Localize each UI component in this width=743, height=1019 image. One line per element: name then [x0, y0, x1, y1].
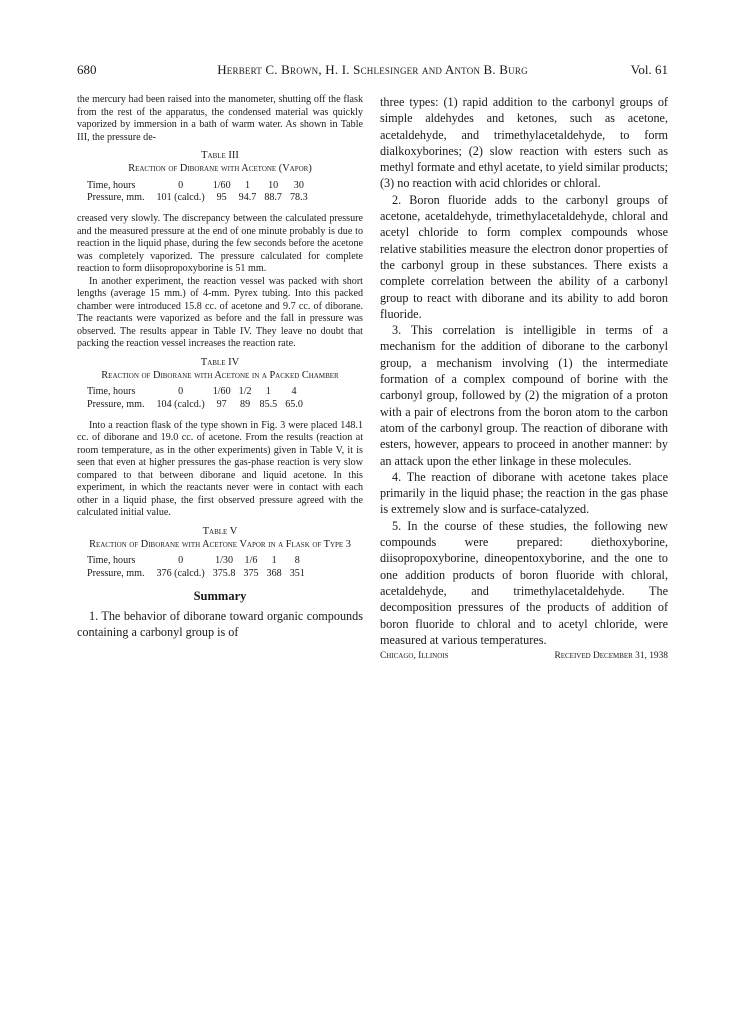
paragraph: Into a reaction flask of the type shown in Fig. 3 were placed 148.1 cc. of diborane and 19.0 cc. of acetone. From the results (reaction at room temperature, as in the other experiments) given in Table V, it is seen that even at higher pressures the gas-phase reaction is very slow compared to that between diborane and liquid acetone. In this experiment, in which the reactants never were in contact with each other in a liquid phase, the first observed pressure agreed with the calculated initial value. [77, 419, 363, 519]
summary-point-4: 4. The reaction of diborane with acetone takes place primarily in the liquid phase; the reaction in the gas phase is extremely slow and is surface-catalyzed. [380, 469, 668, 517]
table-cell: 1/2 [238, 386, 252, 398]
volume-label: Vol. 61 [630, 62, 668, 77]
running-authors: Herbert C. Brown, H. I. Schlesinger and Anton B. Burg [217, 62, 528, 77]
table-row [87, 555, 309, 568]
table-row [87, 386, 307, 399]
table-cell: 94.7 [238, 192, 257, 204]
row-label: Time, hours [87, 555, 136, 567]
table-cell: 78.3 [289, 192, 308, 204]
table-cell: 104 (calcd.) [156, 398, 205, 410]
table-row [87, 180, 312, 193]
table-caption: Reaction of Diborane with Acetone (Vapor) [128, 163, 312, 174]
table-label: Table V [202, 525, 238, 537]
page-number: 680 [77, 62, 97, 77]
table-row [87, 399, 307, 412]
table-label: Table III [201, 150, 239, 161]
right-column [380, 94, 668, 661]
table-cell: 1 [244, 179, 250, 191]
table-cell: 8 [294, 555, 300, 567]
table-cell: 1 [271, 555, 277, 567]
summary-point-5: 5. In the course of these studies, the following new compounds were prepared: diethoxyborine, diisopropoxyborine, dineopentoxyborine, and the one to one addition products of boron fluoride with chloral, acetaldehyde, and trimethylacetaldehyde. The decomposition pressures of the products of addition of boron fluoride to chloral and to acetyl chloride, were measured at various temperatures. [380, 518, 668, 647]
table-cell: 95 [216, 192, 227, 204]
table-cell: 1/6 [244, 555, 258, 567]
table-cell: 0 [178, 386, 184, 398]
table-cell: 1/30 [215, 555, 234, 567]
table-cell: 375 [243, 567, 259, 579]
table-cell: 101 (calcd.) [156, 192, 205, 204]
data-table [87, 555, 309, 581]
table-cell: 1 [265, 386, 271, 398]
table-caption: Reaction of Diborane with Acetone Vapor in a Flask of Type 3 [89, 538, 351, 550]
table-cell: 10 [268, 179, 279, 191]
table-cell: 351 [289, 567, 305, 579]
paragraph: the mercury had been raised into the manometer, shutting off the flask from the rest of the apparatus, the condensed material was quickly vaporized by immersion in a bath of warm water. As shown in Table III, the pressure de- [77, 94, 363, 143]
table-cell: 375.8 [212, 567, 236, 579]
summary-point-2: 2. Boron fluoride adds to the carbonyl groups of acetone, acetaldehyde, trimethylacetaldehyde, chloral and acetyl chloride to form complex compounds whose relative stabilities measure the electron donor properties of the carbonyl group in these substances. There exists a complete correlation between the ability of a carbonyl group to react with diborane and its ability to add boron fluoride. [380, 192, 668, 321]
paragraph: In another experiment, the reaction vessel was packed with short lengths (average 15 mm.) of 4-mm. Pyrex tubing. Into this packed chamber were introduced 15.8 cc. of acetone and 9.7 cc. of diborane. The reactants were vaporized as before and the fall in pressure was observed. The results appear in Table IV. They leave no doubt that packing the reaction vessel increases the reaction rate. [77, 275, 363, 350]
row-label: Pressure, mm. [87, 567, 145, 579]
table-cell: 368 [266, 567, 282, 579]
table-label: Table IV [200, 356, 240, 368]
row-label: Time, hours [87, 179, 136, 191]
row-label: Time, hours [87, 386, 136, 398]
data-table [87, 180, 312, 206]
table-4 [77, 357, 363, 412]
row-label: Pressure, mm. [87, 398, 145, 410]
table-cell: 30 [293, 179, 304, 191]
paragraph: creased very slowly. The discrepancy between the calculated pressure and the measured pressure at the end of one minute probably is due to reaction in the liquid phase, during the few seconds before the acetone was completely vaporized. The pressure calculated for complete reaction to form diisopropoxyborine is 51 mm. [77, 213, 363, 275]
location: Chicago, Illinois [380, 651, 449, 662]
table-row [87, 192, 312, 205]
summary-point-3: 3. This correlation is intelligible in terms of a mechanism for the addition of diborane to the carbonyl group, a mechanism involving (1) the intermediate formation of a complex compound of borine with the carbonyl group, followed by (2) the migration of a proton with a pair of electrons from the boron atom to the carbon atom of the carbonyl group. The reaction of diborane with esters, however, appears to proceed in another manner: by an attack upon the ether linkage in these molecules. [380, 323, 668, 468]
table-3 [77, 150, 363, 205]
table-cell: 65.0 [285, 398, 303, 410]
table-cell: 1/60 [212, 386, 231, 398]
row-label: Pressure, mm. [87, 192, 145, 204]
table-cell: 1/60 [212, 179, 231, 191]
table-cell: 0 [178, 555, 184, 567]
table-cell: 89 [240, 398, 251, 410]
running-header [77, 62, 668, 80]
received-date: Received December 31, 1938 [554, 651, 668, 662]
summary-heading: Summary [193, 588, 247, 603]
summary-point-1: 1. The behavior of diborane toward organic compounds containing a carbonyl group is of [77, 608, 363, 640]
table-cell: 0 [178, 179, 184, 191]
table-cell: 97 [216, 398, 227, 410]
article-footer [380, 651, 668, 661]
left-column [77, 94, 363, 640]
table-cell: 85.5 [259, 398, 278, 410]
table-row [87, 568, 309, 581]
table-5 [77, 526, 363, 581]
table-cell: 4 [291, 386, 297, 398]
table-cell: 88.7 [264, 192, 282, 204]
data-table [87, 386, 307, 412]
table-cell: 376 (calcd.) [156, 567, 205, 579]
summary-point-1-cont: three types: (1) rapid addition to the carbonyl groups of simple aldehydes and ketones, such as acetone, acetaldehyde, and trimethylacetaldehyde, to form dialkoxyborines; (2) slow reaction with esters such as methyl formate and ethyl acetate, to yield similar products; (3) no reaction with acid chlorides or chloral. [380, 95, 669, 191]
table-caption: Reaction of Diborane with Acetone in a Packed Chamber [101, 369, 339, 381]
